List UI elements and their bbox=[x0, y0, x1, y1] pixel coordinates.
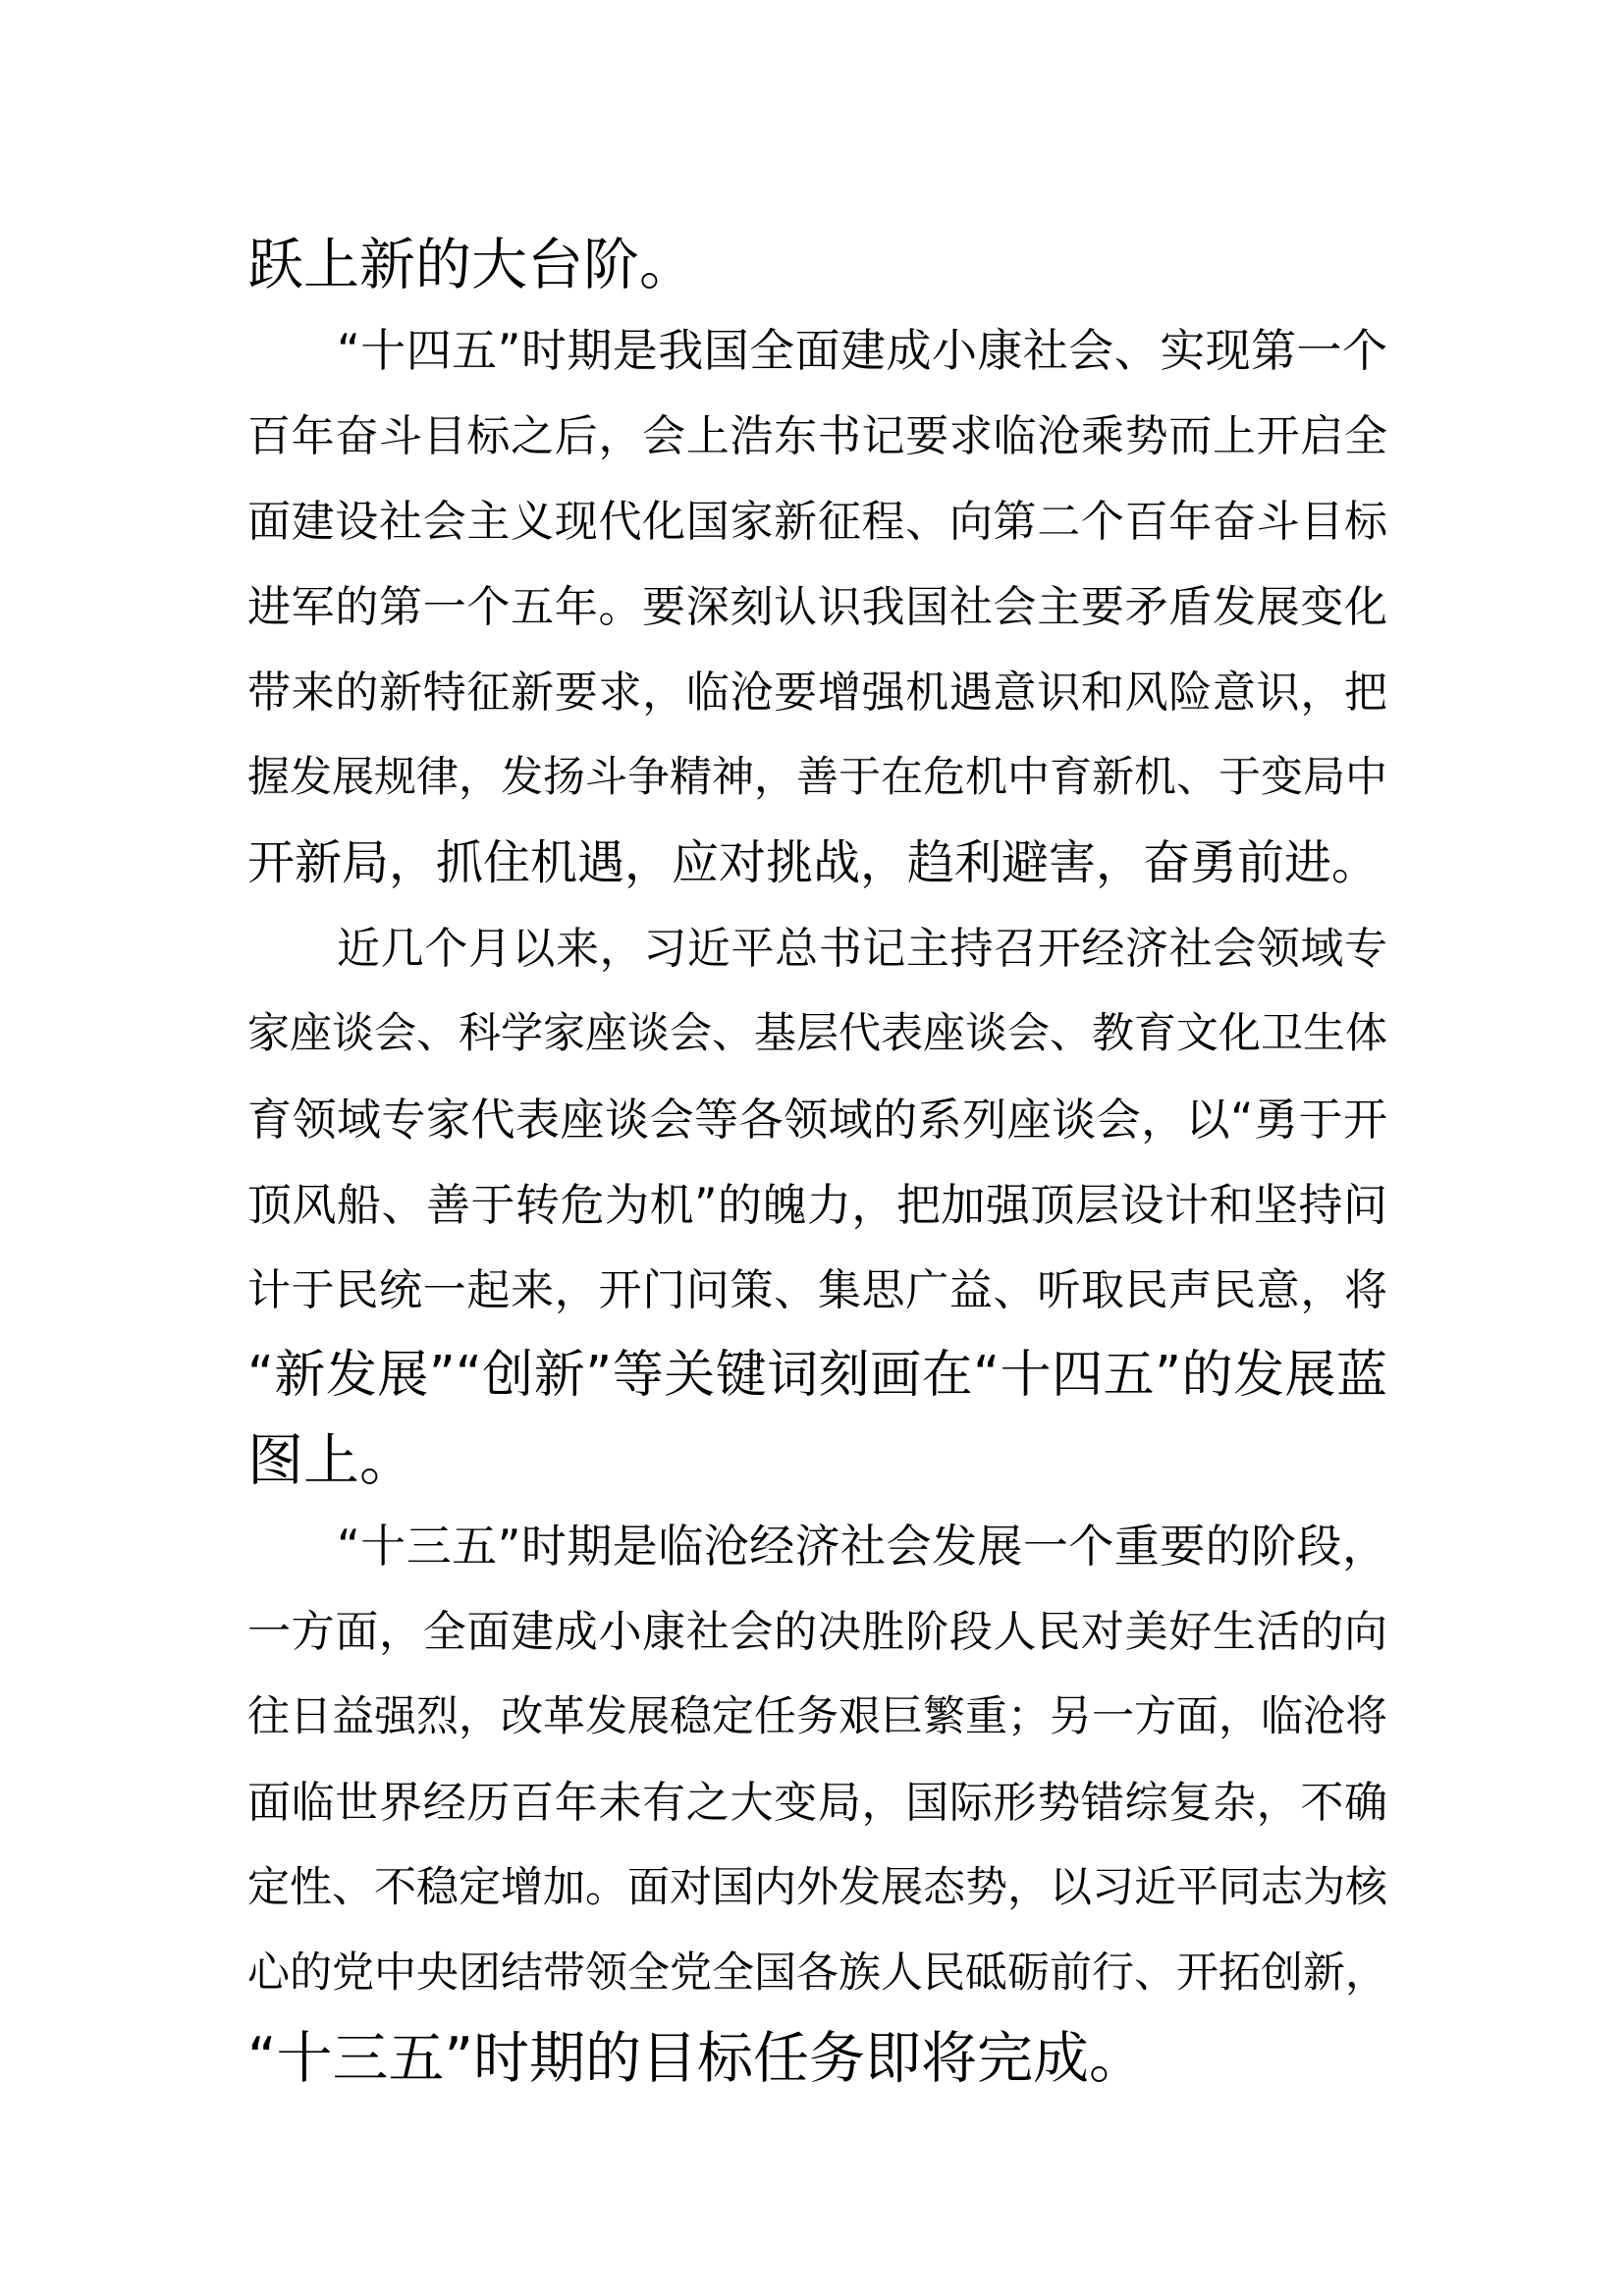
paragraph-4-line: “十三五”时期是临沧经济社会发展一个重要的阶段， bbox=[337, 1520, 1387, 1573]
paragraph-3-line: 顶风船、善于转危为机”的魄力，把加强顶层设计和坚持问 bbox=[247, 1179, 1387, 1231]
paragraph-2-line: 面建设社会主义现代化国家新征程、向第二个百年奋斗目标 bbox=[247, 497, 1387, 547]
paragraph-2-line: 握发展规律，发扬斗争精神，善于在危机中育新机、于变局中 bbox=[247, 753, 1387, 802]
paragraph-3-line: “新发展”“创新”等关键词刻画在“十四五”的发展蓝 bbox=[247, 1346, 1387, 1405]
paragraph-3-line: 近几个月以来，习近平总书记主持召开经济社会领域专 bbox=[337, 924, 1387, 974]
paragraph-4-line: 往日益强烈，改革发展稳定任务艰巨繁重；另一方面，临沧将 bbox=[247, 1692, 1387, 1741]
paragraph-2-line: “十四五”时期是我国全面建成小康社会、实现第一个 bbox=[337, 324, 1387, 377]
paragraph-1-line: 跃上新的大台阶。 bbox=[247, 233, 695, 297]
paragraph-3-line: 家座谈会、科学家座谈会、基层代表座谈会、教育文化卫生体 bbox=[247, 1009, 1387, 1058]
paragraph-4-line: “十三五”时期的目标任务即将完成。 bbox=[247, 2026, 1146, 2091]
paragraph-3-line: 计于民统一起来，开门问策、集思广益、听取民声民意，将 bbox=[247, 1265, 1387, 1315]
paragraph-4-line: 面临世界经历百年未有之大变局，国际形势错综复杂，不确 bbox=[247, 1778, 1387, 1828]
paragraph-4-line: 一方面，全面建成小康社会的决胜阶段人民对美好生活的向 bbox=[247, 1607, 1387, 1657]
paragraph-2-line: 开新局，抓住机遇，应对挑战，趋利避害，奋勇前进。 bbox=[247, 835, 1380, 890]
paragraph-3-line: 育领域专家代表座谈会等各领域的系列座谈会，以“勇于开 bbox=[247, 1094, 1387, 1146]
paragraph-2-line: 百年奋斗目标之后，会上浩东书记要求临沧乘势而上开启全 bbox=[247, 411, 1387, 461]
paragraph-4-line: 心的党中央团结带领全党全国各族人民砥砺前行、开拓创新， bbox=[247, 1949, 1387, 1998]
paragraph-3-line: 图上。 bbox=[247, 1428, 415, 1493]
paragraph-2-line: 进军的第一个五年。要深刻认识我国社会主要矛盾发展变化 bbox=[247, 582, 1387, 632]
paragraph-4-line: 定性、不稳定增加。面对国内外发展态势，以习近平同志为核 bbox=[247, 1863, 1387, 1912]
paragraph-2-line: 带来的新特征新要求，临沧要增强机遇意识和风险意识，把 bbox=[247, 667, 1387, 718]
